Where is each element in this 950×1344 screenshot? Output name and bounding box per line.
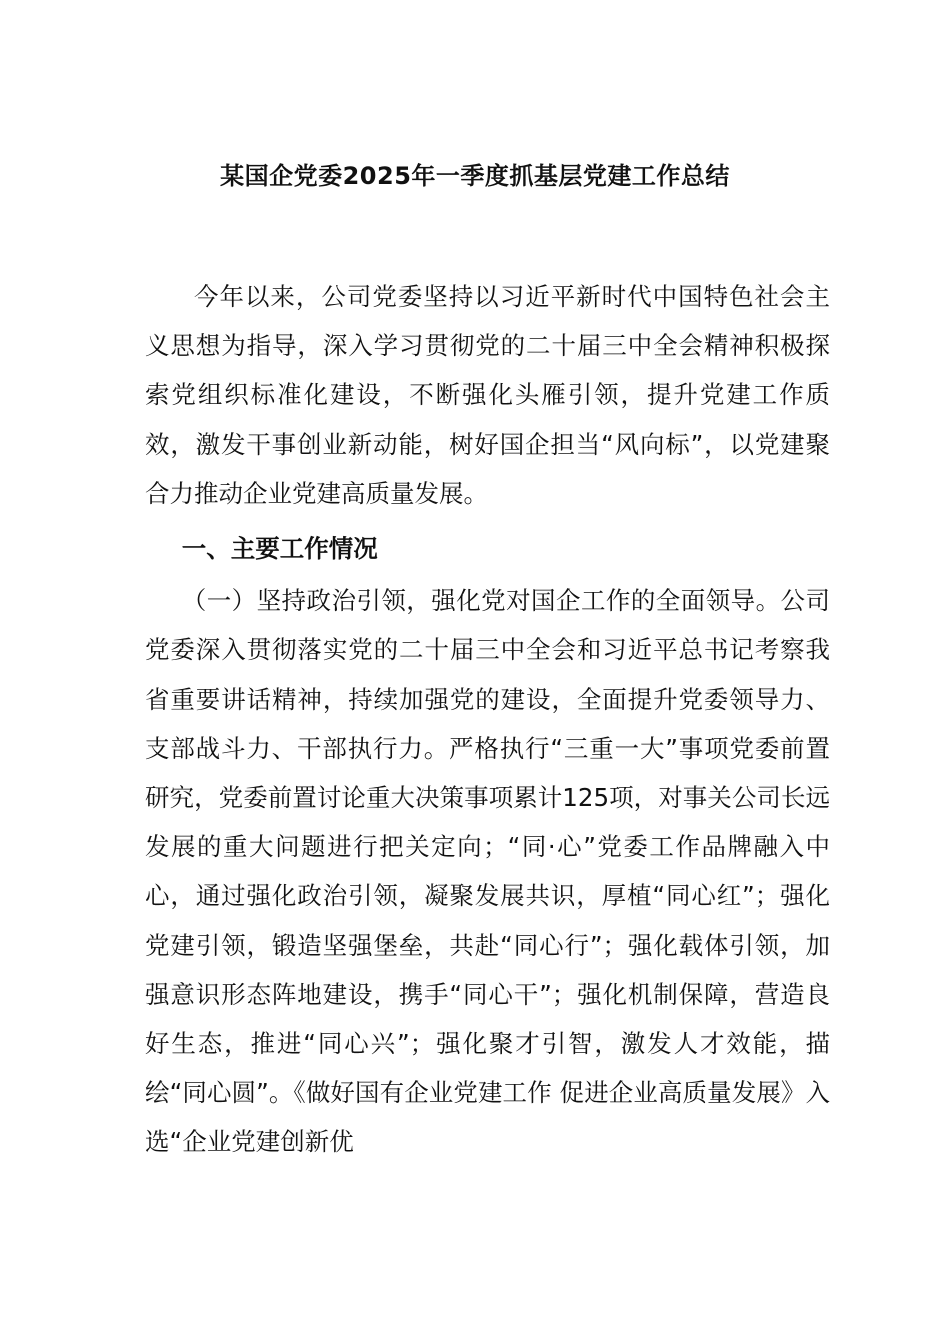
intro-paragraph: 今年以来，公司党委坚持以习近平新时代中国特色社会主义思想为指导，深入学习贯彻党的二十届三中全会精神积极探索党组织标准化建设，不断强化头雁引领，提升党建工作质效，激发干事创业新动能，树好国企担当“风向标”，以党建聚合力推动企业党建高质量发展。 (145, 282, 830, 508)
document-body (145, 272, 830, 1167)
section-paragraph: （一）坚持政治引领，强化党对国企工作的全面领导。公司党委深入贯彻落实党的二十届三中全会和习近平总书记考察我省重要讲话精神，持续加强党的建设，全面提升党委领导力、支部战斗力、干部执行力。严格执行“三重一大”事项党委前置研究，党委前置讨论重大决策事项累计125项，对事关公司长远发展的重大问题进行把关定向；“同·心”党委工作品牌融入中心，通过强化政治引领，凝聚发展共识，厚植“同心红”；强化党建引领，锻造坚强堡垒，共赴“同心行”；强化载体引领，加强意识形态阵地建设，携手“同心干”；强化机制保障，营造良好生态，推进“同心兴”；强化聚才引智，激发人才效能，描绘“同心圆”。《做好国有企业党建工作 促进企业高质量发展》入选“企业党建创新优 (145, 586, 830, 1157)
section-heading: 一、主要工作情况 (181, 534, 378, 564)
document-title: 某国企党委2025年一季度抓基层党建工作总结 (220, 162, 730, 190)
